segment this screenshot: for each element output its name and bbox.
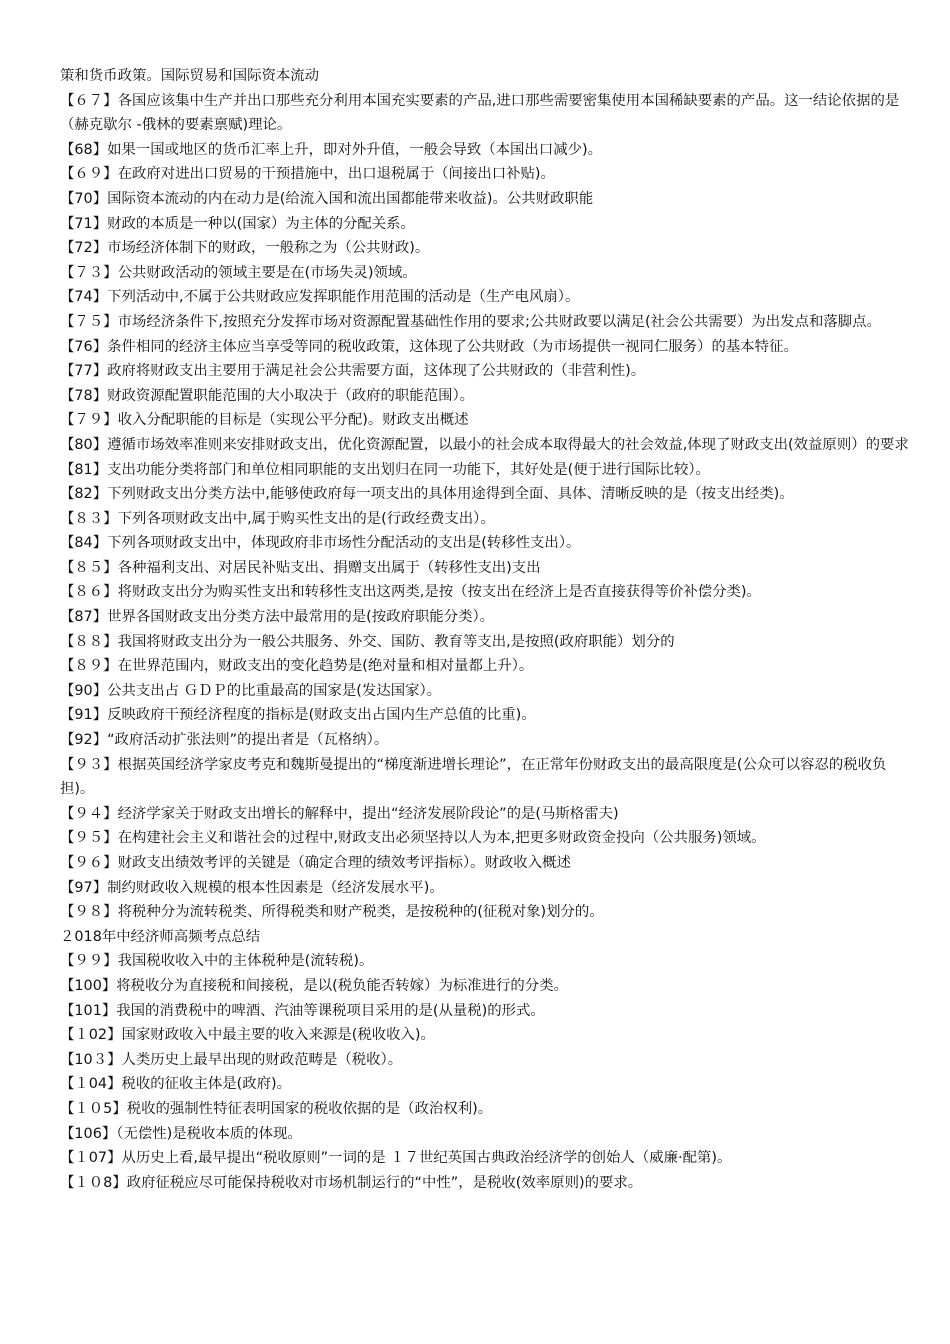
text-line: 【101】我国的消费税中的啤酒、汽油等课税项目采用的是(从量税)的形式。 [60,1002,545,1019]
text-line: 【９８】将税种分为流转税类、所得税类和财产税类，是按税种的(征税对象)划分的。 [60,904,604,921]
text-line: 【80】遵循市场效率准则来安排财政支出，优化资源配置，以最小的社会成本取得最大的社会效益,体现了财政支出(效益原则）的要求 [60,436,909,453]
text-line: 【84】下列各项财政支出中，体现政府非市场性分配活动的支出是(转移性支出）。 [60,535,581,552]
text-line: 【87】世界各国财政支出分类方法中最常用的是(按政府职能分类）。 [60,609,495,626]
text-line: 【10３】人类历史上最早出现的财政范畴是（税收）。 [60,1051,403,1068]
text-line: 【70】国际资本流动的内在动力是(给流入国和流出国都能带来收益)。公共财政职能 [60,190,594,207]
text-line: ２018年中经济师高频考点总结 [60,928,261,945]
text-line: 【106】（无偿性)是税收本质的体现。 [60,1125,302,1142]
text-line: 【９９】我国税收收入中的主体税种是(流转税)。 [60,953,374,970]
text-line: 【９３】根据英国经济学家皮考克和魏斯曼提出的“梯度渐进增长理论”，在正常年份财政支出的最高限度是(公众可以容忍的税收负担)。 [60,756,887,798]
text-line: 【７５】市场经济条件下,按照充分发挥市场对资源配置基础性作用的要求;公共财政要以满足(社会公共需要）为出发点和落脚点。 [60,313,881,330]
text-line: 【68】如果一国或地区的货币汇率上升，即对外升值，一般会导致（本国出口减少)。 [60,141,602,158]
text-line: 【９６】财政支出绩效考评的关键是（确定合理的绩效考评指标）。财政收入概述 [60,855,571,871]
text-line: 【８３】下列各项财政支出中,属于购买性支出的是(行政经费支出）。 [60,510,495,527]
text-line: 【８９】在世界范围内，财政支出的变化趋势是(绝对量和相对量都上升）。 [60,658,534,675]
text-line: 【１０8】政府征税应尽可能保持税收对市场机制运行的“中性”，是税收(效率原则)的要求。 [60,1174,643,1191]
text-line: 【100】将税收分为直接税和间接税，是以(税负能否转嫁）为标准进行的分类。 [60,977,568,994]
text-line: 【１04】税收的征收主体是(政府)。 [60,1076,292,1093]
text-line: 【７３】公共财政活动的领域主要是在(市场失灵)领域。 [60,264,417,281]
document-page [60,64,910,1195]
text-line: 【90】公共支出占 ＧＤＰ的比重最高的国家是(发达国家）。 [60,682,442,699]
text-line: 【１０5】税收的强制性特征表明国家的税收依据的是（政治权利)。 [60,1100,493,1117]
text-line: 【76】条件相同的经济主体应当享受等同的税收政策，这体现了公共财政（为市场提供一视同仁服务）的基本特征。 [60,338,798,355]
text-line: 策和货币政策。国际贸易和国际资本流动 [60,68,320,84]
text-line: 【８８】我国将财政支出分为一般公共服务、外交、国防、教育等支出,是按照(政府职能）划分的 [60,633,675,650]
text-line: 【９４】经济学家关于财政支出增长的解释中，提出“经济发展阶段论”的是(马斯格雷夫) [60,805,619,822]
text-line: 【77】政府将财政支出主要用于满足社会公共需要方面，这体现了公共财政的（非营利性)。 [60,363,646,380]
text-line: 【78】财政资源配置职能范围的大小取决于（政府的职能范围）。 [60,387,475,404]
text-line: 【91】反映政府干预经济程度的指标是(财政支出占国内生产总值的比重)。 [60,707,536,724]
text-line: 【９５】在构建社会主义和谐社会的过程中,财政支出必须坚持以人为本,把更多财政资金投向（公共服务)领域。 [60,830,766,847]
text-line: 【１07】从历史上看,最早提出“税收原则”一词的是 １７世纪英国古典政治经济学的创始人（威廉·配第)。 [60,1150,732,1167]
text-line: 【72】市场经济体制下的财政，一般称之为（公共财政)。 [60,240,430,257]
text-line: 【８６】将财政支出分为购买性支出和转移性支出这两类,是按（按支出在经济上是否直接获得等价补偿分类)。 [60,584,761,601]
text-line: 【６７】各国应该集中生产并出口那些充分利用本国充实要素的产品,进口那些需要密集使用本国稀缺要素的产品。这一结论依据的是（赫克歇尔 -俄林的要素禀赋)理论。 [60,92,900,134]
text-line: 【74】下列活动中,不属于公共财政应发挥职能作用范围的活动是（生产电风扇）。 [60,289,580,306]
text-line: 【97】制约财政收入规模的根本性因素是（经济发展水平)。 [60,879,444,896]
text-line: 【81】支出功能分类将部门和单位相同职能的支出划归在同一功能下，其好处是(便于进行国际比较）。 [60,461,710,478]
text-line: 【７９】收入分配职能的目标是（实现公平分配)。财政支出概述 [60,412,469,429]
text-line: 【１02】国家财政收入中最主要的收入来源是(税收收入)。 [60,1027,435,1044]
text-line: 【92】“政府活动扩张法则”的提出者是（瓦格纳）。 [60,732,389,749]
text-line: 【６９】在政府对进出口贸易的干预措施中，出口退税属于（间接出口补贴)。 [60,166,555,183]
text-line: 【８５】各种福利支出、对居民补贴支出、捐赠支出属于（转移性支出)支出 [60,559,541,576]
text-line: 【82】下列财政支出分类方法中,能够使政府每一项支出的具体用途得到全面、具体、清晰反映的是（按支出经类)。 [60,486,794,503]
text-line: 【71】财政的本质是一种以(国家）为主体的分配关系。 [60,215,415,232]
